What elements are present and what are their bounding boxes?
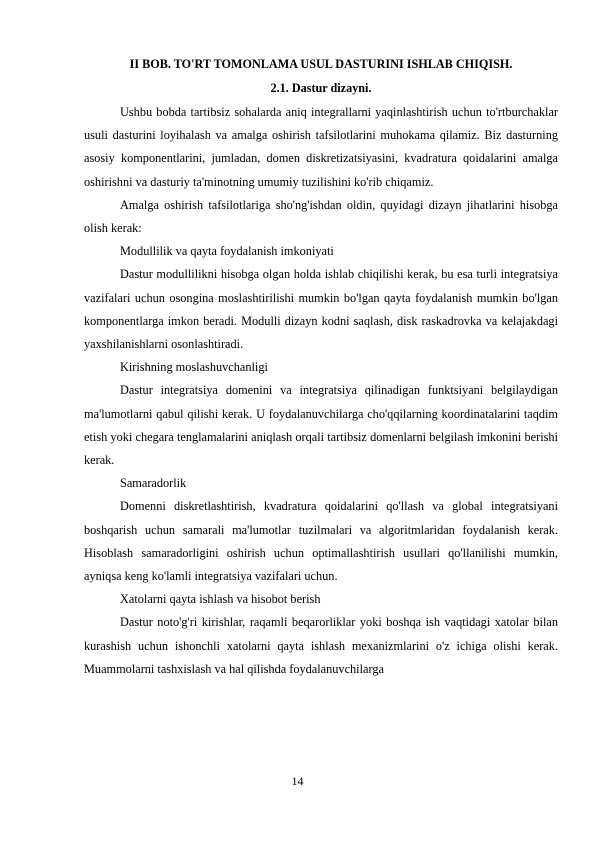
intro-paragraph: Ushbu bobda tartibsiz sohalarda aniq integrallarni yaqinlashtirish uchun to'rtburchaklar usuli dasturini loyihalash va amalga oshirish tafsilotlarini muhokama qilamiz. Biz dasturning asosiy komponentlarini, jumladan, domen diskretizatsiyasini, kvadratura qoidalarini amalga oshirishni va dasturiy ta'minotning umumiy tuzilishini ko'rib chiqamiz. [84,105,558,189]
paragraph-modularity: Dastur modullilikni hisobga olgan holda ishlab chiqilishi kerak, bu esa turli integratsiya vazifalari uchun osongina moslashtirilishi mumkin bo'lgan qayta foydalanish mumkin bo'lgan komponentlarga imkon beradi. Modulli dizayn kodni saqlash, disk raskadrovka va kelajakdagi yaxshilanishlarni osonlashtiradi. [84,267,558,352]
paragraph-input-flexibility: Dastur integratsiya domenini va integratsiya qilinadigan funktsiyani belgilaydigan ma'lumotlarni qabul qilishi kerak. U foydalanuvchilarga cho'qqilarning koordinatalarini taqdim etish yoki chegara tenglamalarini aniqlash orqali tartibsiz domenlarni belgilash imkonini berishi kerak. [84,383,558,468]
subheading-input-flexibility: Kirishning moslashuvchanligi [120,360,268,375]
paragraph-efficiency: Domenni diskretlashtirish, kvadratura qoidalarini qo'llash va global integratsiyani boshqarish uchun samarali ma'lumotlar tuzilmalari va algoritmlaridan foydalanish kerak. Hisoblash samaradorligini oshirish uchun optimallashtirish usullari qo'llanilishi mumkin, ayniqsa keng ko'lamli integratsiya vazifalari uchun. [84,499,558,584]
document-page [84,56,558,681]
page-number: 14 [291,774,304,788]
design-aspects-paragraph: Amalga oshirish tafsilotlariga sho'ng'ishdan oldin, quyidagi dizayn jihatlarini hisobga olish kerak: [84,197,558,236]
section-title: 2.1. Dastur dizayni. [270,81,372,95]
document-body [84,101,558,681]
chapter-title: II BOB. TO'RT TOMONLAMA USUL DASTURINI ISHLAB CHIQISH. [129,57,513,71]
paragraph-error-handling: Dastur noto'g'ri kirishlar, raqamli beqarorliklar yoki boshqa ish vaqtidagi xatolar bilan kurashish uchun ishonchli xatolarni qayta ishlash mexanizmlarini o'z ichiga olishi kerak. Muammolarni tashxislash va hal qilishda foydalanuvchilarga [84,615,558,676]
subheading-modularity: Modullilik va qayta foydalanish imkoniyati [120,244,334,259]
subheading-efficiency: Samaradorlik [120,476,187,491]
subheading-error-handling: Xatolarni qayta ishlash va hisobot berish [120,592,321,607]
